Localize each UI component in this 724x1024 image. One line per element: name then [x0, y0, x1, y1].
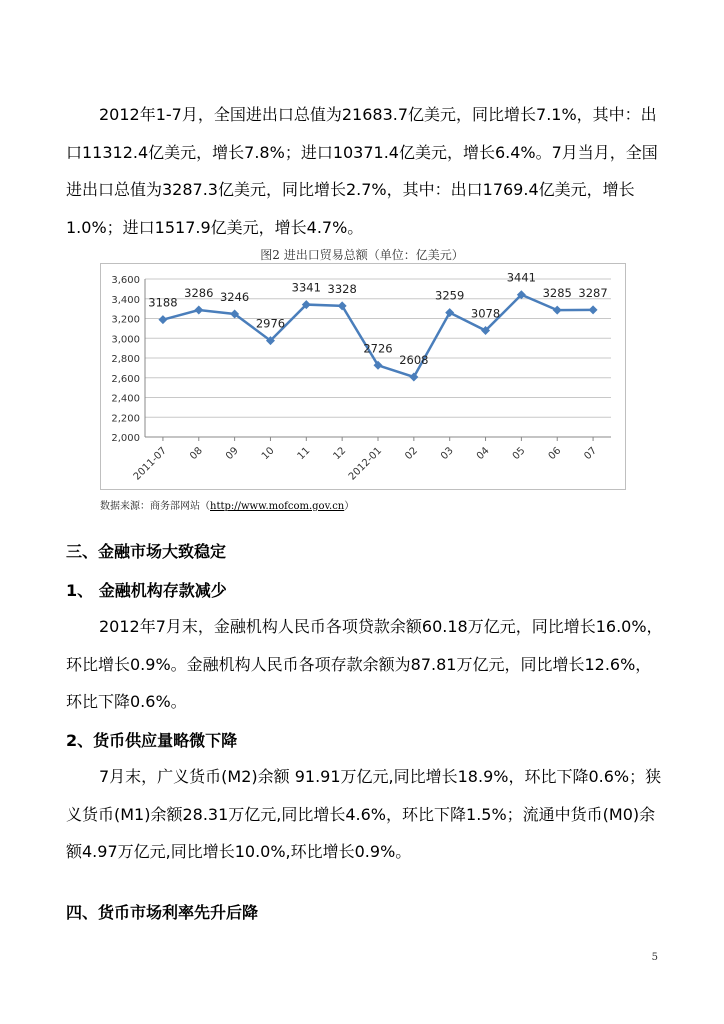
section-heading-4: 四、货币市场利率先升后降 [66, 903, 259, 922]
chart-canvas [101, 264, 627, 491]
trade-paragraph: 2012年1-7月，全国进出口总值为21683.7亿美元，同比增长7.1%，其中：出口11312.4亿美元，增长7.8%；进口10371.4亿美元，增长6.4%。7月当月，全国进出口总值为3287.3亿美元，同比增长2.7%，其中：出口1769.4亿美元，增长1.0%；进口1517.9亿美元，增长4.7%。 [66, 105, 658, 237]
y-tick-label: 3,400 [111, 294, 140, 306]
data-label: 3188 [148, 295, 178, 310]
x-tick-label: 2012-01 [346, 445, 385, 483]
data-label: 3286 [184, 286, 214, 301]
x-tick-label: 05 [510, 445, 528, 463]
x-tick-label: 02 [403, 445, 420, 463]
page-number: 5 [651, 952, 658, 963]
y-tick-label: 3,600 [111, 275, 140, 286]
data-label: 2976 [255, 316, 286, 331]
money-supply-paragraph: 7月末，广义货币(M2)余额 91.91万亿元,同比增长18.9%，环比下降0.6%；狭义货币(M1)余额28.31万亿元,同比增长4.6%，环比下降1.5%；流通中货币(M0)余额4.97万亿元,同比增长10.0%,环比增长0.9%。 [66, 767, 662, 861]
data-label: 3285 [542, 286, 572, 301]
source-prefix: 数据来源：商务部网站（ [100, 501, 210, 512]
x-tick-label: 08 [188, 445, 205, 463]
deposit-paragraph: 2012年7月末，金融机构人民币各项贷款余额60.18万亿元，同比增长16.0%，环比增长0.9%。金融机构人民币各项存款余额为87.81万亿元，同比增长12.6%，环比下降0.6%。 [66, 617, 663, 711]
y-tick-label: 2,600 [111, 373, 140, 385]
trade-chart [100, 263, 626, 490]
x-tick-label: 09 [223, 445, 241, 463]
subsection-heading-1: 1、 金融机构存款减少 [66, 581, 227, 600]
y-tick-label: 3,000 [111, 334, 140, 346]
data-label: 3078 [470, 306, 501, 321]
y-tick-label: 2,200 [111, 413, 140, 425]
data-label: 3246 [219, 289, 250, 304]
subsection-heading-2: 2、货币供应量略微下降 [66, 731, 238, 750]
data-label: 2726 [363, 341, 393, 356]
x-tick-label: 10 [259, 445, 277, 463]
data-label: 3287 [578, 285, 608, 300]
y-tick-label: 2,400 [111, 393, 140, 405]
data-point [553, 306, 562, 315]
data-label: 3341 [291, 280, 321, 295]
y-tick-label: 3,200 [111, 314, 140, 326]
data-source [100, 497, 354, 512]
source-link[interactable]: http://www.mofcom.gov.cn [210, 501, 345, 512]
data-point [194, 306, 203, 315]
x-tick-label: 04 [474, 445, 492, 463]
y-tick-label: 2,000 [111, 433, 140, 444]
section-heading-3: 三、金融市场大致稳定 [66, 542, 227, 561]
x-tick-label: 07 [582, 445, 600, 463]
data-point [589, 305, 598, 314]
x-tick-label: 03 [439, 445, 456, 463]
x-tick-label: 11 [295, 445, 313, 463]
x-tick-label: 2011-07 [131, 445, 170, 483]
data-label: 3441 [506, 270, 537, 285]
chart-title: 图2 进出口贸易总额（单位：亿美元） [260, 248, 464, 262]
data-point [158, 315, 167, 324]
data-label: 3328 [327, 281, 357, 296]
x-tick-label: 06 [546, 445, 564, 463]
source-suffix: ） [344, 501, 355, 512]
x-tick-label: 12 [331, 445, 349, 463]
data-label: 2608 [399, 352, 429, 367]
y-tick-label: 2,800 [111, 354, 140, 365]
data-label: 3259 [435, 288, 465, 303]
